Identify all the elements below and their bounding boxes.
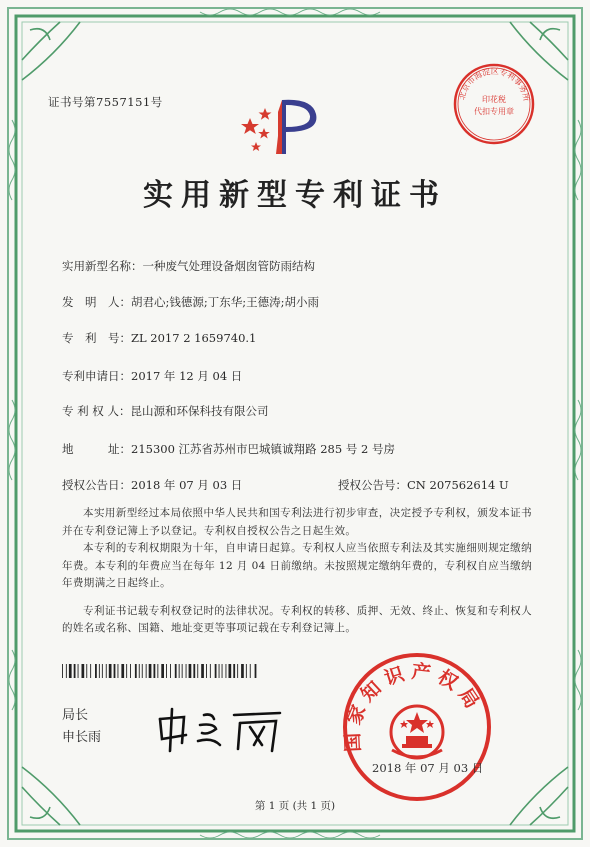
field-value: 215300 江苏省苏州市巴城镇诚翔路 285 号 2 号房 xyxy=(131,442,395,456)
field-grant-date xyxy=(62,477,242,493)
field-value: 一种废气处理设备烟囱管防雨结构 xyxy=(142,259,315,273)
seal-date: 2018 年 07 月 03 日 xyxy=(372,761,484,775)
field-value: 2018 年 07 月 03 日 xyxy=(131,478,243,492)
field-utility-model-name xyxy=(62,258,315,274)
body-paragraph-1: 本实用新型经过本局依照中华人民共和国专利法进行初步审查，决定授予专利权，颁发本证书并在专利登记簿上予以登记。专利权自授权公告之日起生效。 xyxy=(62,507,532,537)
field-grant-number xyxy=(338,477,509,493)
field-label: 授权公告日： xyxy=(62,478,131,492)
field-label: 专利申请日： xyxy=(62,369,131,383)
patent-office-official-seal xyxy=(342,652,492,802)
patent-office-logo-icon xyxy=(240,92,330,162)
national-emblem-icon xyxy=(391,706,443,758)
signature-area xyxy=(62,705,101,749)
page-footer: 第 1 页 (共 1 页) xyxy=(254,800,336,812)
top-seal-line1: 印花税 xyxy=(482,95,506,104)
field-inventors xyxy=(62,294,319,310)
field-label: 实用新型名称： xyxy=(62,259,143,273)
field-value: 胡君心;钱德源;丁东华;王德涛;胡小雨 xyxy=(131,295,319,309)
field-value: 2017 年 12 月 04 日 xyxy=(131,369,243,383)
certificate-body xyxy=(62,505,532,638)
field-label: 授权公告号： xyxy=(338,478,407,492)
field-patentee xyxy=(62,403,268,419)
top-seal-ring-text: 北京市海淀区专利事务所 xyxy=(457,66,532,103)
official-seal-ring-text: 国家知识产权局 xyxy=(342,660,487,753)
field-patent-number xyxy=(62,330,256,346)
body-paragraph-3: 专利证书记载专利权登记时的法律状况。专利权的转移、质押、无效、终止、恢复和专利权人的姓名或名称、国籍、地址变更等事项记载在专利登记簿上。 xyxy=(62,604,532,634)
field-value: ZL 2017 2 1659740.1 xyxy=(131,331,257,345)
field-value: CN 207562614 U xyxy=(407,478,509,492)
field-value: 昆山源和环保科技有限公司 xyxy=(130,404,269,418)
field-label: 专 利 号： xyxy=(62,331,131,345)
field-address xyxy=(62,441,395,457)
certificate-title: 实用新型专利证书 xyxy=(143,178,447,213)
body-paragraph-2: 本专利的专利权期限为十年，自申请日起算。专利权人应当依照专利法及其实施细则规定缴纳年费。本专利的年费应当在每年 12 月 04 日前缴纳。未按照规定缴纳年费的，专利权自应当缴纳年费期满之日起终止。 xyxy=(62,542,532,589)
director-title: 局长 xyxy=(62,708,89,723)
certificate-number: 证书号第7557151号 xyxy=(48,95,163,109)
field-label: 发 明 人： xyxy=(62,295,131,309)
handwritten-signature-icon xyxy=(154,705,294,755)
field-label: 专 利 权 人： xyxy=(62,404,131,418)
field-label: 地 址： xyxy=(62,442,131,456)
tax-stamp-seal xyxy=(452,62,536,146)
top-seal-line2: 代扣专用章 xyxy=(474,107,514,116)
director-name: 申长雨 xyxy=(62,730,102,745)
barcode-icon xyxy=(62,664,262,678)
field-application-date xyxy=(62,368,242,384)
